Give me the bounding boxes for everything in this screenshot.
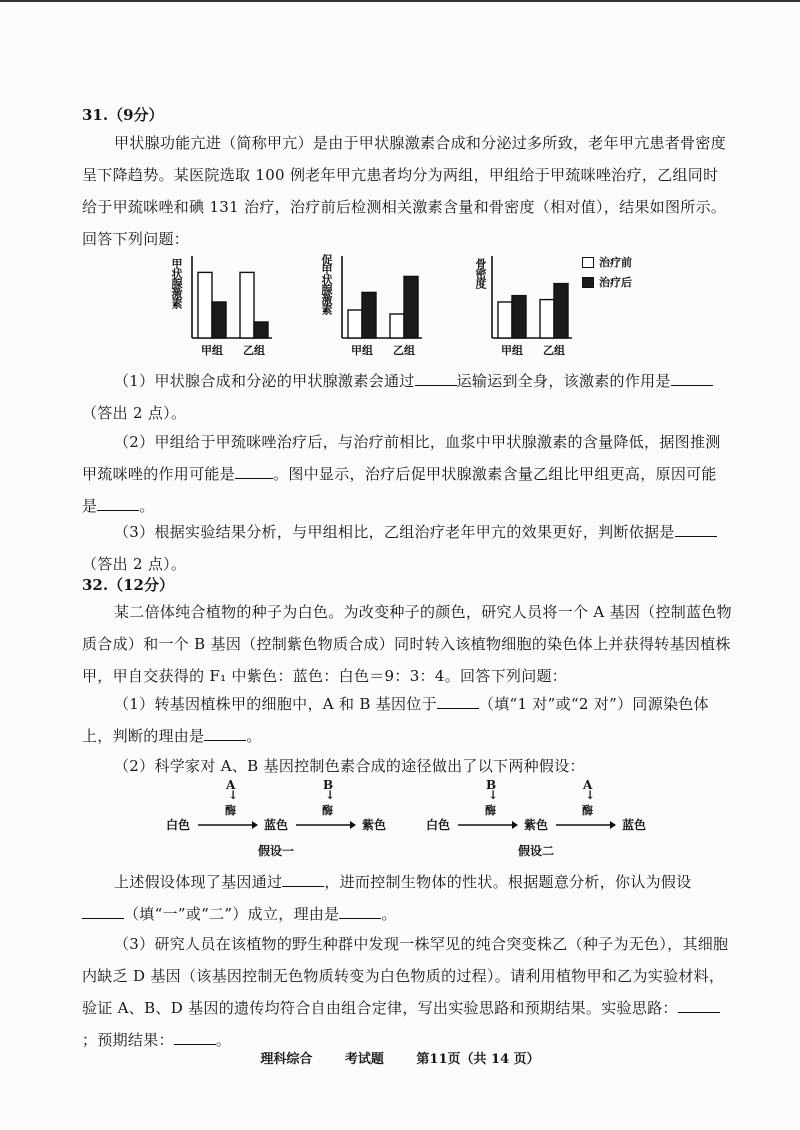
- chart-thyroid-hormone: [170, 250, 280, 360]
- footer-page: 第11页（共 14 页）: [416, 1052, 540, 1067]
- answer-blank[interactable]: [415, 367, 457, 386]
- footer-subject: 理科综合: [260, 1052, 313, 1067]
- page-footer: [0, 1048, 800, 1067]
- q32-part2b: [82, 866, 732, 930]
- enzyme-label: 酶: [225, 804, 236, 817]
- gene-label: B: [323, 778, 334, 792]
- answer-blank[interactable]: [678, 994, 720, 1013]
- category-label: 乙组: [393, 344, 415, 357]
- q32-p3-text-c: 。: [215, 1031, 232, 1049]
- answer-blank[interactable]: [97, 492, 139, 511]
- chart1-ylabel: 甲状腺激素: [170, 258, 183, 308]
- chart-bone-density: [470, 250, 580, 360]
- bar-before-group-yi: [540, 300, 554, 338]
- color-white: 白色: [166, 818, 191, 832]
- category-label: 乙组: [543, 344, 565, 357]
- bar-before-group-yi: [390, 314, 404, 338]
- q32-p1-text-b: （填“1 对”或“2 对”）同源染色体上，判断的理由是: [82, 695, 709, 745]
- q32-p1-text-a: （1）转基因植株甲的细胞中，A 和 B 基因位于: [114, 695, 437, 713]
- q32-p2b-text-b: ，进而控制生物体的性状。根据题意分析，你认为假设: [324, 873, 692, 891]
- chart-legend: [582, 252, 632, 292]
- chart2-ylabel: 促甲状腺激素: [320, 254, 333, 314]
- answer-blank[interactable]: [174, 1026, 216, 1045]
- answer-blank[interactable]: [204, 722, 246, 741]
- q31-intro: 甲状腺功能亢进（简称甲亢）是由于甲状腺激素合成和分泌过多所致，老年甲亢患者骨密度呈下降趋势。某医院选取 100 例老年甲亢患者均分为两组，甲组给于甲巯咪唑治疗，乙组同时给于甲巯咪唑和碘 131 治疗，治疗前后检测相关激素含量和骨密度（相对值），结果如图所示。回答下列问题：: [82, 134, 727, 248]
- footer-type: 考试题: [344, 1052, 384, 1067]
- answer-blank[interactable]: [671, 367, 713, 386]
- q32-header: 32.（12分）: [82, 576, 174, 594]
- gene-label: A: [226, 778, 236, 792]
- right-arrow-icon: [458, 820, 518, 830]
- answer-blank[interactable]: [675, 518, 717, 537]
- q31-header: 31.（9分）: [82, 106, 164, 124]
- category-label: 甲组: [201, 344, 223, 357]
- q32-part1: [82, 688, 732, 752]
- q32-p2b-text-c: （填“一”或“二”）成立，理由是: [124, 905, 340, 923]
- gene-label: A: [583, 778, 593, 792]
- q31-p1-text-c: （答出 2 点）。: [82, 404, 187, 422]
- color-purple: 紫色: [524, 818, 549, 832]
- gene-label: B: [486, 778, 497, 792]
- hypothesis-two-diagram: [420, 778, 670, 858]
- color-blue: 蓝色: [622, 818, 647, 832]
- chart1-svg: [170, 250, 280, 360]
- q31-p3-text-b: （答出 2 点）。: [82, 555, 187, 573]
- category-label: 甲组: [501, 344, 523, 357]
- enzyme-label: 酶: [322, 804, 333, 817]
- right-arrow-icon: [556, 820, 616, 830]
- q31-p1-text-b: 运输运到全身，该激素的作用是: [456, 372, 671, 390]
- q31-part2: [82, 426, 732, 522]
- color-white: 白色: [426, 818, 451, 832]
- category-label: 甲组: [351, 344, 373, 357]
- q32-p3-text-a: （3）研究人员在该植物的野生种群中发现一株罕见的纯合突变株乙（种子为无色），其细胞内缺乏 D 基因（该基因控制无色物质转变为白色物质的过程）。请利用植物甲和乙为实验材料，验证 A、B、D 基因的遗传均符合自由组合定律，写出实验思路和预期结果。实验思路：: [82, 935, 729, 1017]
- q31-p1-text-a: （1）甲状腺合成和分泌的甲状腺激素会通过: [114, 372, 415, 390]
- color-purple: 紫色: [362, 818, 387, 832]
- q31-p2-text-a: （2）甲组给于甲巯咪唑治疗后，与治疗前相比，血浆中甲状腺激素的含量降低，据图推测甲巯咪唑的作用可能是: [82, 433, 721, 483]
- q32-intro: 某二倍体纯合植物的种子为白色。为改变种子的颜色，研究人员将一个 A 基因（控制蓝色物质合成）和一个 B 基因（控制紫色物质合成）同时转入该植物细胞的染色体上并获得转基因植株甲，甲自交获得的 F₁ 中紫色：蓝色：白色＝9：3：4。回答下列问题：: [82, 603, 732, 685]
- chart3-ylabel: 骨密度: [474, 258, 487, 288]
- right-arrow-icon: [198, 820, 258, 830]
- q32-part2: （2）科学家对 A、B 基因控制色素合成的途径做出了以下两种假设：: [114, 757, 585, 775]
- chart2-svg: [320, 250, 430, 360]
- bar-before-group-yi: [240, 272, 254, 338]
- legend-swatch-before: [582, 257, 594, 268]
- chart-tsh: [320, 250, 430, 360]
- q32-p2b-text-d: 。: [381, 905, 397, 923]
- down-arrow-icon: ↓: [585, 788, 596, 802]
- hypothesis-one-label: 假设一: [258, 844, 295, 858]
- bar-after-group-jia: [362, 292, 376, 338]
- legend-label-after: 治疗后: [599, 276, 632, 289]
- bar-before-group-jia: [348, 310, 362, 338]
- bar-after-group-yi: [554, 284, 568, 338]
- legend-swatch-after: [582, 277, 594, 288]
- q32-p1-text-c: 。: [246, 727, 262, 745]
- answer-blank[interactable]: [235, 460, 273, 479]
- chart3-svg: [470, 250, 580, 360]
- color-blue: 蓝色: [264, 818, 289, 832]
- q31-p2-text-b: 。图中显示，治疗后促甲状腺激素含量乙组比甲组更高，原因可能是: [82, 465, 717, 515]
- bar-before-group-jia: [198, 272, 212, 338]
- bar-after-group-jia: [512, 296, 526, 338]
- legend-label-before: 治疗前: [599, 256, 632, 269]
- answer-blank[interactable]: [282, 868, 324, 887]
- answer-blank[interactable]: [437, 690, 479, 709]
- bar-before-group-jia: [498, 302, 512, 338]
- hypothesis-one-diagram: [160, 778, 410, 858]
- right-arrow-icon: [296, 820, 356, 830]
- legend-item-after: [582, 272, 632, 292]
- page-top-border: [0, 0, 800, 2]
- down-arrow-icon: ↓: [228, 788, 239, 802]
- down-arrow-icon: ↓: [325, 788, 336, 802]
- legend-item-before: [582, 252, 632, 272]
- q31-part1: [82, 365, 732, 429]
- enzyme-label: 酶: [485, 804, 496, 817]
- q32-p2b-text-a: 上述假设体现了基因通过: [114, 873, 283, 891]
- hypothesis-two-label: 假设二: [518, 844, 555, 858]
- bar-after-group-yi: [254, 322, 268, 338]
- q31-p3-text-a: （3）根据实验结果分析，与甲组相比，乙组治疗老年甲亢的效果更好，判断依据是: [114, 523, 675, 541]
- bar-after-group-jia: [212, 302, 226, 338]
- q31-p2-text-c: 。: [139, 497, 155, 515]
- answer-blank[interactable]: [339, 900, 381, 919]
- bar-after-group-yi: [404, 276, 418, 338]
- answer-blank[interactable]: [82, 900, 124, 919]
- q32-part3: [82, 928, 732, 1056]
- down-arrow-icon: ↓: [488, 788, 499, 802]
- category-label: 乙组: [243, 344, 265, 357]
- q31-part3: [82, 516, 732, 580]
- enzyme-label: 酶: [582, 804, 593, 817]
- q32-p3-text-b: ；预期结果：: [82, 1031, 174, 1049]
